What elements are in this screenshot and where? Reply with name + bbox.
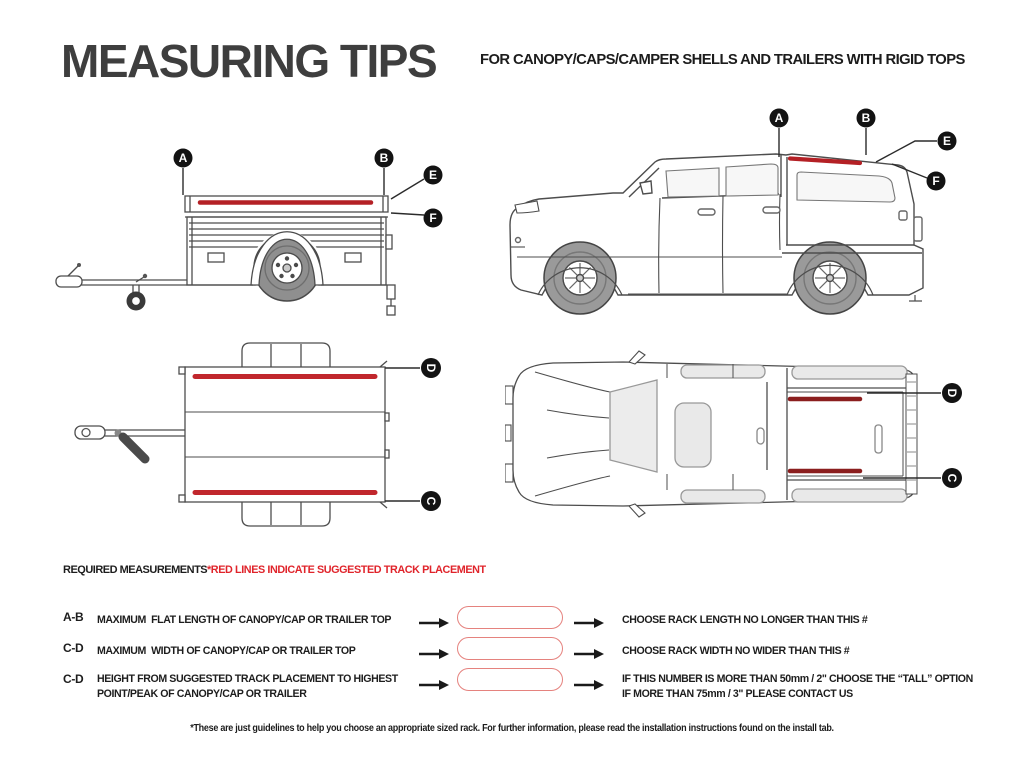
page-subtitle: FOR CANOPY/CAPS/CAMPER SHELLS AND TRAILERS WITH RIGID TOPS	[480, 52, 965, 68]
trailer-top-view-diagram	[55, 338, 485, 538]
row-instruction-line2: IF MORE THAN 75mm / 3" PLEASE CONTACT US	[622, 688, 853, 700]
measurement-pill	[457, 668, 563, 691]
row-description-line1: MAXIMUM FLAT LENGTH OF CANOPY/CAP OR TRAILER TOP	[97, 614, 392, 626]
trailer-top-labels	[385, 358, 441, 511]
trailer-side-labels	[174, 149, 443, 228]
truck-side-view-diagram	[495, 105, 975, 320]
row-instruction	[622, 672, 973, 702]
arrow-right-icon	[418, 648, 450, 660]
footer-note: *These are just guidelines to help you choose an appropriate sized rack. For further information, please read the installation instructions found on the install tab.	[190, 723, 834, 734]
trailer-side-line-art	[56, 196, 395, 315]
row-description	[97, 672, 398, 702]
label-a-text: A	[178, 151, 188, 166]
required-measurements-label: REQUIRED MEASUREMENTS	[63, 564, 208, 576]
label-c-text: C	[423, 496, 438, 506]
arrow-right-icon	[573, 648, 605, 660]
truck-top-body-outline	[513, 362, 915, 506]
row-instruction	[622, 641, 849, 659]
page-title: MEASURING TIPS	[61, 35, 437, 87]
arrow-right-icon	[573, 679, 605, 691]
label-e-text: E	[942, 134, 952, 149]
side-mirror	[640, 181, 652, 194]
jockey-handle	[123, 437, 145, 459]
truck-front-wheel	[544, 242, 616, 314]
row-description-line1: HEIGHT FROM SUGGESTED TRACK PLACEMENT TO HIGHEST	[97, 673, 398, 685]
label-e-text: E	[428, 168, 438, 183]
truck-top-line-art	[505, 351, 917, 517]
label-f-text: F	[429, 211, 437, 226]
row-key: C-D	[63, 672, 84, 686]
arrow-right-icon	[573, 617, 605, 629]
row-instruction-line1: IF THIS NUMBER IS MORE THAN 50mm / 2" CHOOSE THE “TALL” OPTION	[622, 673, 973, 685]
measurement-row-ab	[63, 606, 1003, 638]
trailer-side-view-diagram	[40, 135, 470, 320]
label-a-text: A	[774, 111, 784, 126]
label-f-text: F	[932, 174, 940, 189]
trailer-top-line-art	[75, 343, 389, 526]
measurement-row-cd-width	[63, 637, 1003, 669]
row-description-line1: MAXIMUM WIDTH OF CANOPY/CAP OR TRAILER TOP	[97, 645, 356, 657]
row-instruction-line1: CHOOSE RACK WIDTH NO WIDER THAN THIS #	[622, 645, 850, 657]
measurement-row-cd-height	[63, 668, 1003, 700]
row-key: A-B	[63, 610, 84, 624]
label-d-text: D	[423, 363, 438, 373]
row-description	[97, 641, 355, 659]
arrow-right-icon	[418, 617, 450, 629]
row-description	[97, 610, 391, 628]
row-instruction	[622, 610, 867, 628]
label-b-text: B	[861, 111, 871, 126]
label-d-text: D	[944, 388, 959, 398]
truck-side-line-art	[510, 154, 923, 314]
red-lines-note: *RED LINES INDICATE SUGGESTED TRACK PLACEMENT	[207, 564, 486, 576]
arrow-right-icon	[418, 679, 450, 691]
measurement-pill	[457, 606, 563, 629]
label-b-text: B	[379, 151, 389, 166]
row-instruction-line1: CHOOSE RACK LENGTH NO LONGER THAN THIS #	[622, 614, 868, 626]
measurement-pill	[457, 637, 563, 660]
label-c-text: C	[944, 473, 959, 483]
truck-top-view-diagram	[505, 348, 980, 528]
row-key: C-D	[63, 641, 84, 655]
legend	[63, 564, 963, 580]
row-description-line2: POINT/PEAK OF CANOPY/CAP OR TRAILER	[97, 688, 307, 700]
